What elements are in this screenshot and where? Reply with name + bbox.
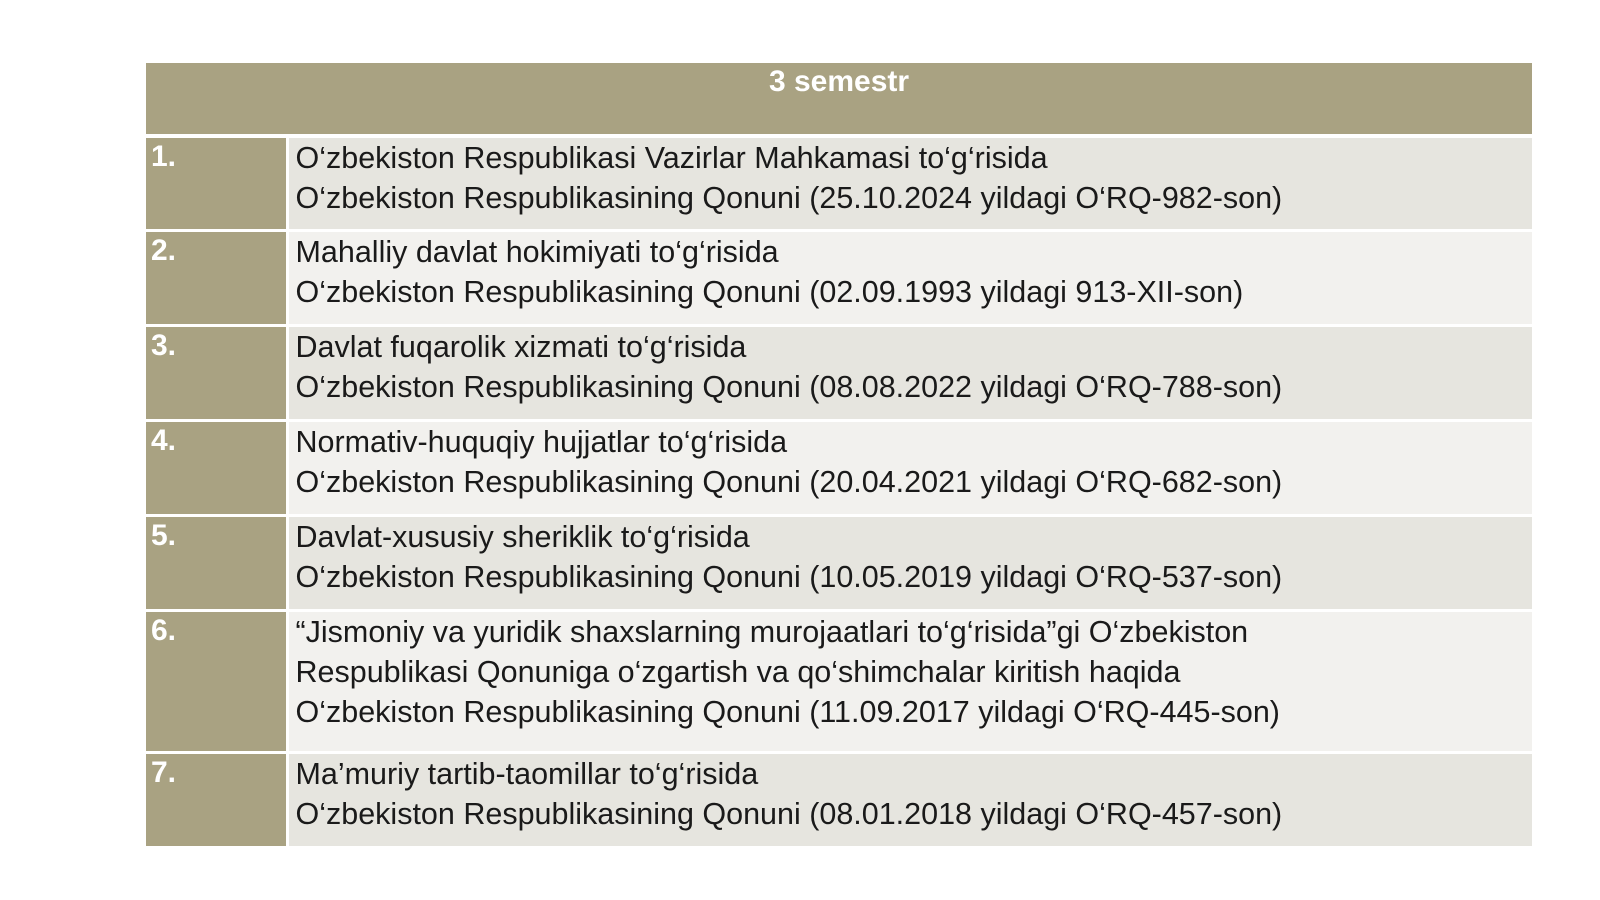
law-title-cell [287,136,1532,230]
law-title-cell [287,230,1532,325]
table-row [146,610,1532,752]
table-row [146,325,1532,420]
law-title-line: O‘zbekiston Respublikasining Qonuni (08.01.2018 yildagi O‘RQ-457-son) [295,796,1283,831]
law-title-line: Mahalliy davlat hokimiyati to‘g‘risida [295,234,779,269]
law-title-line: O‘zbekiston Respublikasining Qonuni (08.08.2022 yildagi O‘RQ-788-son) [295,369,1283,404]
law-title-line: O‘zbekiston Respublikasining Qonuni (11.09.2017 yildagi O‘RQ-445-son) [295,694,1280,729]
law-title-line: O‘zbekiston Respublikasining Qonuni (10.05.2019 yildagi O‘RQ-537-son) [295,559,1283,594]
table-header-semester: 3 semestr [146,63,1532,136]
row-number: 1. [146,136,287,230]
row-number: 3. [146,325,287,420]
laws-table [146,63,1532,849]
law-title-line: Normativ-huquqiy hujjatlar to‘g‘risida [295,424,788,459]
law-title-line: O‘zbekiston Respublikasining Qonuni (20.04.2021 yildagi O‘RQ-682-son) [295,464,1283,499]
law-title-line: Ma’muriy tartib-taomillar to‘g‘risida [295,756,759,791]
law-title-cell [287,325,1532,420]
law-title-cell [287,610,1532,752]
row-number: 4. [146,420,287,515]
law-title-line: O‘zbekiston Respublikasining Qonuni (25.10.2024 yildagi O‘RQ-982-son) [295,181,1283,215]
table-row [146,230,1532,325]
row-number: 7. [146,752,287,847]
table-row [146,136,1532,230]
law-title-cell [287,752,1532,847]
row-number: 6. [146,610,287,752]
law-title-line: Davlat-xususiy sheriklik to‘g‘risida [295,519,750,554]
table-row [146,752,1532,847]
table-row [146,515,1532,610]
row-number: 2. [146,230,287,325]
table-header-row [146,63,1532,136]
row-number: 5. [146,515,287,610]
law-title-line: “Jismoniy va yuridik shaxslarning murojaatlari to‘g‘risida”gi O‘zbekiston [295,614,1249,649]
law-title-line: O‘zbekiston Respublikasi Vazirlar Mahkamasi to‘g‘risida [295,141,1048,175]
table-row [146,420,1532,515]
law-title-line: Respublikasi Qonuniga o‘zgartish va qo‘shimchalar kiritish haqida [295,654,1181,689]
table-body [146,136,1532,847]
law-title-cell [287,420,1532,515]
law-title-line: Davlat fuqarolik xizmati to‘g‘risida [295,329,747,364]
law-title-line: O‘zbekiston Respublikasining Qonuni (02.09.1993 yildagi 913-XII-son) [295,274,1244,309]
law-title-cell [287,515,1532,610]
